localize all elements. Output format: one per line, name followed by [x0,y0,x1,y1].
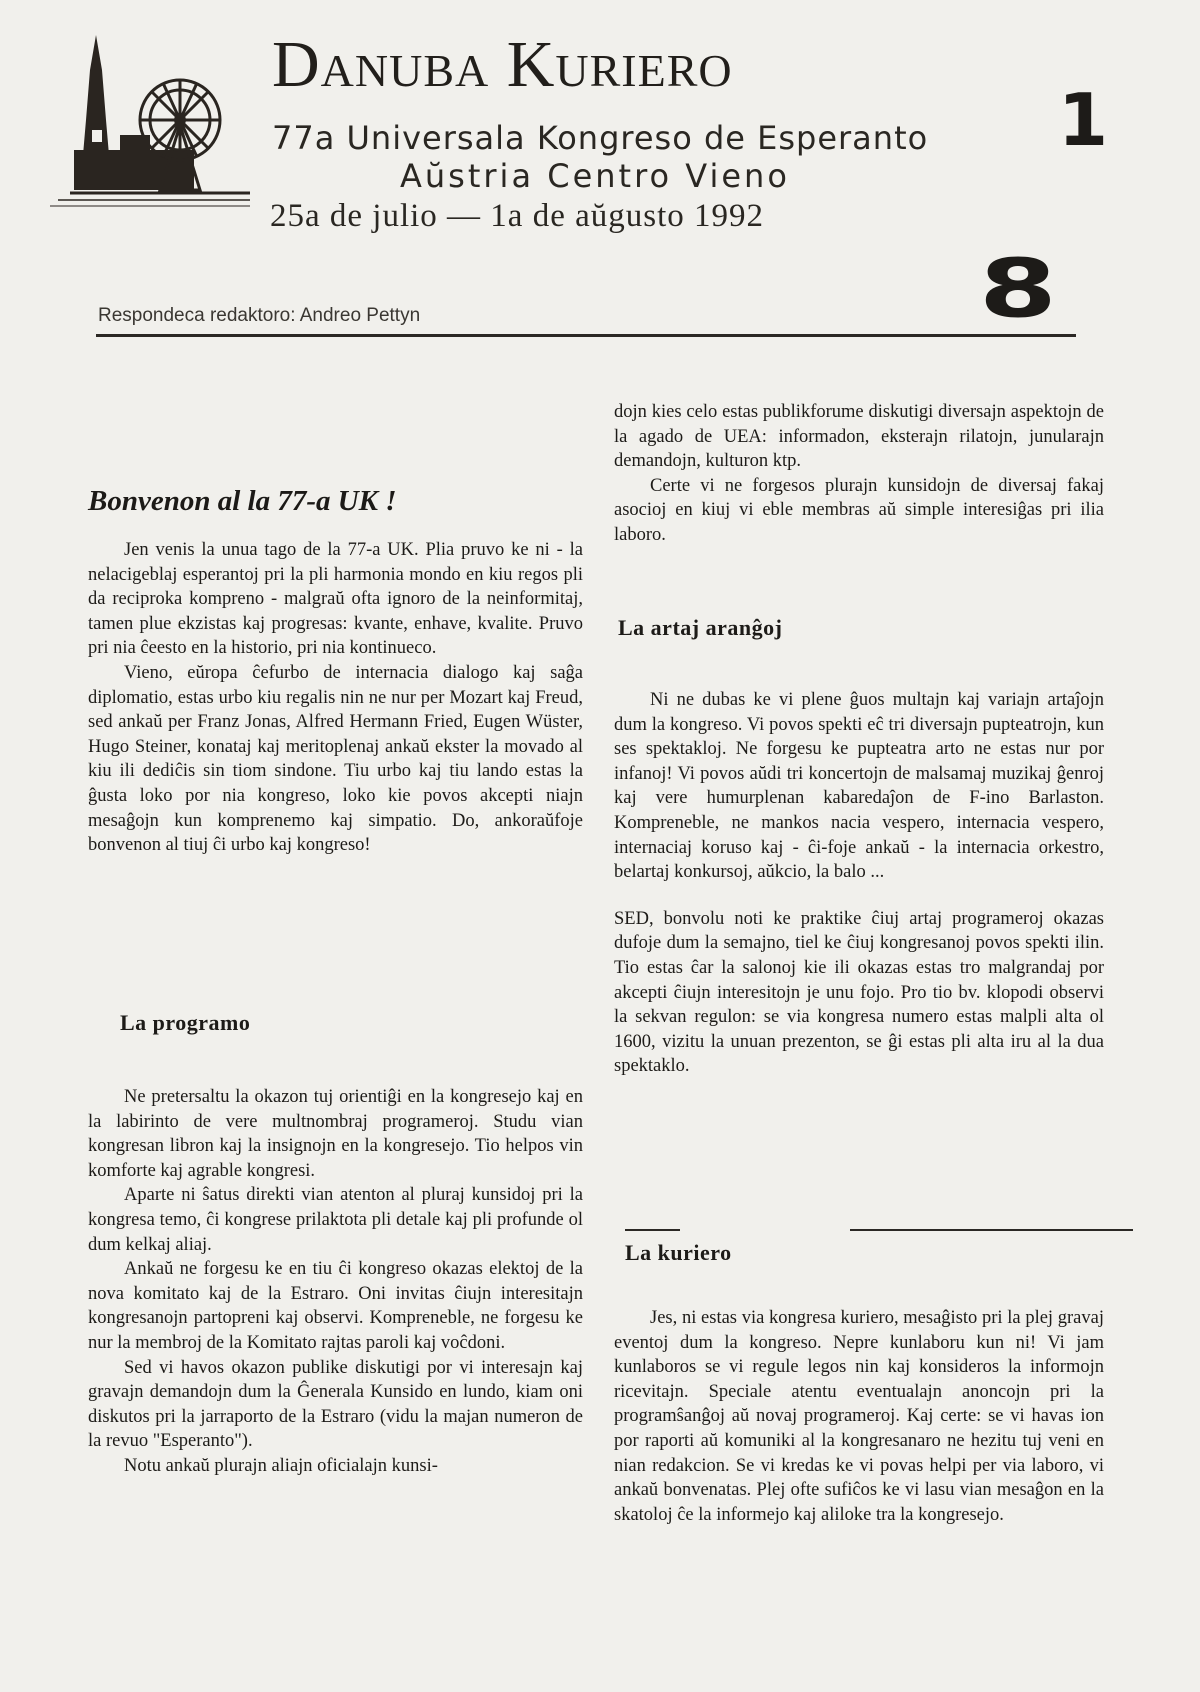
paragraph: Sed vi havos okazon publike diskutigi por vi interesajn kaj gravajn demandojn dum la Ĝenerala Kunsido en lundo, kiam oni diskutos pri la jarraporto de la Estraro (vidu la majan numeron de la revuo "Esperanto"). [88,1357,583,1452]
paragraph: Vieno, eŭropa ĉefurbo de internacia dialogo kaj saĝa diplomatio, estas urbo kiu regalis nin ne nur per Mozart kaj Freud, sed ankaŭ per Franz Jonas, Alfred Hermann Fried, Eugen Wüster, Hugo Steiner, konataj kaj meritoplenaj ankaŭ ekster la movado al kiu ili dediĉis sin tiom sindone. Tiu urbo kaj tiu lando estas la ĝusta loko por nia kongreso, loko kie povos akcepti niajn mesaĝojn kun komprenemo kaj simpatio. Do, ankoraŭfoje bonvenon al tiuj ĉi urbo kaj kongreso! [88,662,583,856]
paragraph: Ne pretersaltu la okazon tuj orientiĝi en la kongresejo kaj en la labirinto de vere multnombraj programeroj. Studu vian kongresan libron kaj la insignojn en la kongresejo. Tio helpos vin komforte kaj agrable kongresi. [88,1087,583,1181]
newspaper-title: Danuba Kuriero [272,28,733,101]
paragraph: dojn kies celo estas publikforume diskutigi diversajn aspektojn de la agado de UEA: informadon, eksterajn rilatojn, junularajn demandojn, kulturon ktp. [614,402,1104,472]
paragraph: Notu ankaŭ plurajn aliajn oficialajn kunsi- [124,1455,438,1476]
arts-article [614,688,1104,1079]
part-number: 8 [979,242,1057,320]
section-divider [850,1229,1133,1231]
paragraph: SED, bonvolu noti ke praktike ĉiuj artaj programeroj okazas dufoje dum la semajno, tiel ke ĉiuj kongresanoj povos spekti ilin. Tio estas ĉar la salonoj kie ili okazas estas tro malgrandaj por akcepti ĉiujn interesitojn je unu fojo. Pro tio bv. klopodi observi la sekvan regulon: se via kongresa numero estas malpli alta ol 1600, vizitu la unuan prezenton, se ĝi estas pli alta iru al la dua spektaklo. [614,908,1104,1077]
vienna-logo-icon [50,30,255,230]
paragraph: Ankaŭ ne forgesu ke en tiu ĉi kongreso okazas elektoj de la nova komitato kaj de la Estraro. Oni invitas ĉiujn interesitajn kongresanojn partopreni kaj observi. Kompreneble, ne forgesu ke nur la membroj de la Komitato rajtas paroli kaj voĉdoni. [88,1259,583,1353]
paragraph: Certe vi ne forgesos plurajn kunsidojn de diversaj fakaj asocioj en kiuj vi eble membras aŭ simple interesiĝas pri ilia laboro. [614,475,1104,545]
header-divider [96,334,1076,337]
issue-number: 1 [1058,78,1109,162]
paragraph: Ni ne dubas ke vi plene ĝuos multajn kaj variajn artaĵojn dum la kongreso. Vi povos spekti eĉ tri diversajn pupteatrojn, kun ses spektakloj. Ne forgesu ke pupteatra arto ne estas nur por infanoj! Vi povos aŭdi tri koncertojn de malsamaj muzikaj ĝenroj kaj vere humurplenan kabaredaĵon de F-ino Barlaston. Kompreneble, ne mankos nacia vespero, internacia vespero, internaciaj koruso kaj - ĉi-foje ankaŭ - la internacia orkestro, belartaj konkursoj, aŭkcio, la balo ... [614,690,1104,883]
program-heading: La programo [120,1010,251,1035]
editor-credit: Respondeca redaktoro: Andreo Pettyn [98,305,421,326]
welcome-heading: Bonvenon al la 77-a UK ! [88,485,397,517]
part-number-mark [948,230,1088,320]
congress-location: Aŭstria Centro Vieno [400,157,790,195]
paragraph: Jes, ni estas via kongresa kuriero, mesaĝisto pri la plej gravaj eventoj dum la kongreso. Nepre kunlaboru kun ni! Vi jam kunlaboros se vi regule legos nin kaj konsideros la informojn ricevitajn. Speciale atentu eventualajn anoncojn pri la programŝanĝoj aŭ novaj programeroj. Kaj certe: se vi havas ion por raporti aŭ komuniki al la kongresanaro ne hezitu tuj veni en nian redakcion. Se vi kredas ke vi povas helpi per via laboro, vi ankaŭ bonvenatas. Plej ofte sufiĉos ke vi lasu vian mesaĝon en la skatoloj ĉe la informejo kaj aliloke tra la kongresejo. [614,1308,1104,1525]
welcome-article [88,538,583,858]
program-article-continued [614,400,1104,548]
section-divider [625,1229,680,1231]
arts-heading: La artaj aranĝoj [618,615,783,640]
congress-dates: 25a de julio — 1a de aŭgusto 1992 [270,198,765,234]
paragraph: Aparte ni ŝatus direkti vian atenton al pluraj kunsidoj pri la kongresa temo, ĉi kongrese prilaktota pli detale kaj pli profunde ol dum kelkaj aliaj. [88,1185,583,1255]
courier-heading: La kuriero [625,1240,732,1265]
program-article [88,1085,583,1479]
paragraph: Jen venis la unua tago de la 77-a UK. Plia pruvo ke ni - la nelacigeblaj esperantoj pri la pli harmonia mondo en kiu regos pli da reciproka kompreno - malgraŭ ofta ignoro de la neinformitaj, tamen plue ekzistas kaj progresas: kvante, enhave, kvalite. Pruvo pri nia ĉeesto en la historio, pri nia kontinueco. [88,540,583,659]
congress-name: 77a Universala Kongreso de Esperanto [272,119,929,157]
courier-article [614,1306,1104,1527]
